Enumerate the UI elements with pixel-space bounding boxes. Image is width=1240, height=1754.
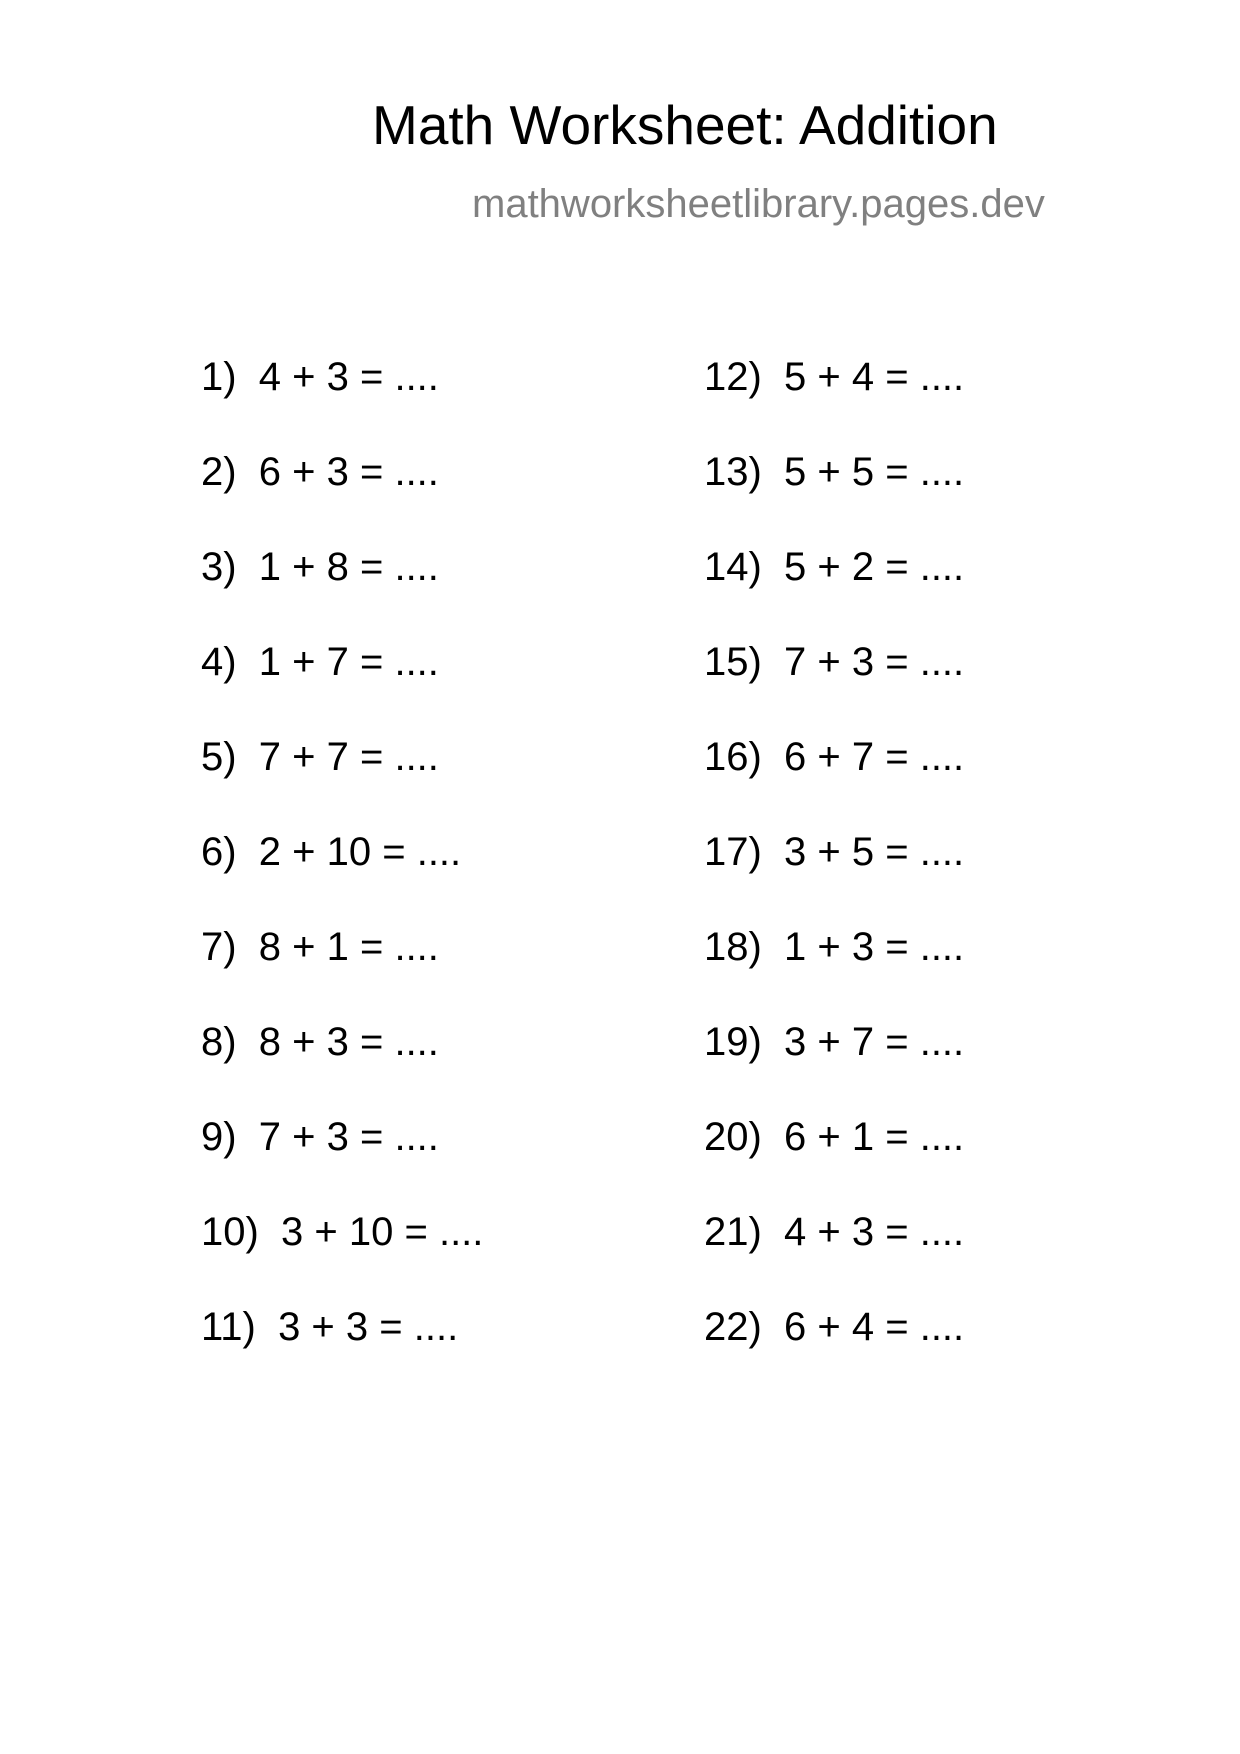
worksheet-title: Math Worksheet: Addition [372, 94, 998, 156]
problem-item: 18) 1 + 3 = .... [704, 925, 965, 969]
problem-item: 9) 7 + 3 = .... [201, 1115, 439, 1159]
problem-column-right [704, 352, 964, 1397]
problem-item: 19) 3 + 7 = .... [704, 1020, 965, 1064]
problem-item: 1) 4 + 3 = .... [201, 355, 439, 399]
problem-item: 13) 5 + 5 = .... [704, 450, 965, 494]
problem-item: 2) 6 + 3 = .... [201, 450, 439, 494]
problem-item: 4) 1 + 7 = .... [201, 640, 439, 684]
problem-item: 15) 7 + 3 = .... [704, 640, 965, 684]
problem-item: 5) 7 + 7 = .... [201, 735, 439, 779]
problem-item: 14) 5 + 2 = .... [704, 545, 965, 589]
problem-item: 6) 2 + 10 = .... [201, 830, 462, 874]
problem-item: 11) 3 + 3 = .... [201, 1305, 459, 1349]
problem-item: 21) 4 + 3 = .... [704, 1210, 965, 1254]
problem-column-left [201, 352, 483, 1397]
problem-item: 7) 8 + 1 = .... [201, 925, 439, 969]
problem-item: 12) 5 + 4 = .... [704, 355, 965, 399]
problem-item: 16) 6 + 7 = .... [704, 735, 965, 779]
problem-item: 3) 1 + 8 = .... [201, 545, 439, 589]
problem-item: 22) 6 + 4 = .... [704, 1305, 965, 1349]
problem-item: 8) 8 + 3 = .... [201, 1020, 439, 1064]
problem-item: 20) 6 + 1 = .... [704, 1115, 965, 1159]
problem-item: 10) 3 + 10 = .... [201, 1210, 484, 1254]
source-url: mathworksheetlibrary.pages.dev [472, 182, 1045, 226]
problem-item: 17) 3 + 5 = .... [704, 830, 965, 874]
